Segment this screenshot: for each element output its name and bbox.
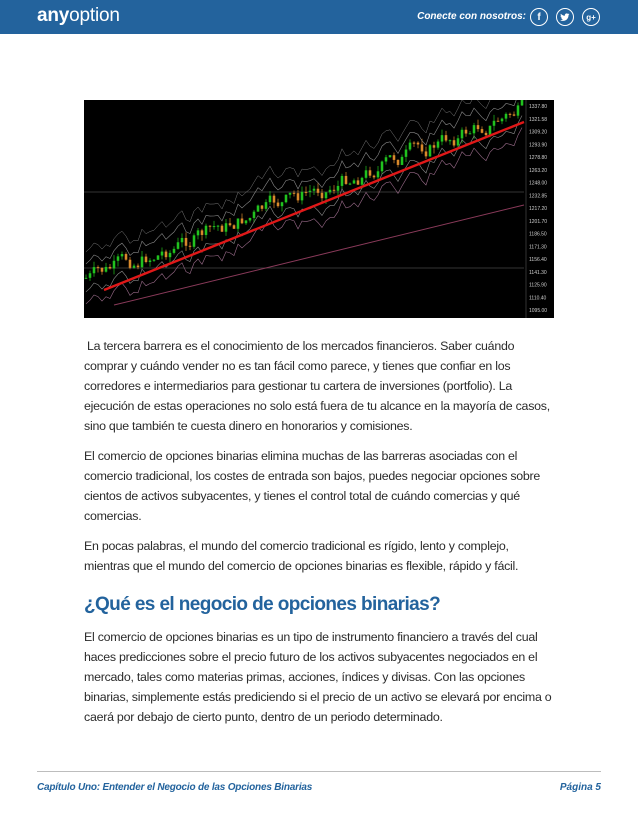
- candle-body: [357, 180, 360, 184]
- section-heading: ¿Qué es el negocio de opciones binarias?: [84, 594, 441, 615]
- candle-body: [405, 150, 408, 157]
- candle-body: [265, 202, 268, 209]
- candle-body: [281, 202, 284, 206]
- top-banner: [0, 0, 638, 34]
- price-label: 1309.20: [529, 129, 548, 136]
- candle-body: [497, 121, 500, 122]
- paragraph-binary-options: El comercio de opciones binarias elimina muchas de las barreras asociadas con el comercio tradicional, los costes de entrada son bajos, puedes negociar opciones sobre cientos de activos subyacentes, y tienes el control total de cuándo comercias y qué comercias.: [84, 449, 541, 523]
- candle-body: [489, 126, 492, 135]
- candle-body: [517, 105, 520, 115]
- chart-background: [84, 100, 554, 318]
- candle-body: [297, 193, 300, 200]
- price-label: 1263.20: [529, 167, 548, 174]
- price-label: 1293.90: [529, 142, 548, 149]
- paragraph-definition: El comercio de opciones binarias es un tipo de instrumento financiero a través del cual haces predicciones sobre el precio futuro de los activos subyacentes negociados en el mercado, tales como materias primas, acciones, índices y divisas. Con las opciones binarias, simplemente estás prediciendo si el precio de un activo se elevará por encima o caerá por debajo de cierto punto, dentro de un periodo determinado.: [84, 630, 552, 724]
- forex-candlestick-chart: [84, 100, 554, 318]
- candle-body: [97, 267, 100, 268]
- candle-body: [89, 273, 92, 278]
- candle-body: [477, 125, 480, 129]
- paragraph-barriers: La tercera barrera es el conocimiento de los mercados financieros. Saber cuándo comprar y cuándo vender no es tan fácil como parece, y tienes que confiar en los corredores e intermediarios para gestionar tu cartera de inversiones (portfolio). La ejecución de estas operaciones no solo está fuera de tu alcance en la mayoría de casos, sino que también te cuesta dinero en honorarios y comisiones.: [84, 339, 550, 433]
- candle-body: [401, 157, 404, 165]
- price-label: 1201.70: [529, 218, 548, 225]
- candle-body: [305, 192, 308, 193]
- candle-body: [213, 226, 216, 227]
- candle-body: [145, 257, 148, 262]
- candle-body: [109, 267, 112, 269]
- candle-body: [153, 260, 156, 261]
- candle-body: [325, 192, 328, 198]
- candle-body: [317, 189, 320, 193]
- candle-body: [285, 195, 288, 203]
- candle-body: [369, 170, 372, 175]
- candle-body: [161, 252, 164, 256]
- candle-body: [181, 238, 184, 242]
- candle-body: [433, 145, 436, 147]
- price-label: 1156.40: [529, 257, 547, 263]
- candle-body: [333, 190, 336, 191]
- price-label: 1321.58: [529, 116, 548, 123]
- candle-body: [129, 260, 132, 268]
- candle-body: [301, 192, 304, 200]
- facebook-icon[interactable]: f: [530, 8, 548, 26]
- candle-body: [309, 191, 312, 192]
- candle-body: [461, 130, 464, 139]
- body-text-2: [84, 627, 556, 727]
- candle-body: [389, 155, 392, 157]
- candle-body: [113, 261, 116, 269]
- candle-body: [237, 219, 240, 229]
- candle-body: [101, 268, 104, 272]
- candle-body: [345, 176, 348, 184]
- candle-body: [121, 254, 124, 256]
- candle-body: [473, 125, 476, 133]
- anyoption-logo[interactable]: anyoption: [37, 5, 120, 26]
- candle-body: [221, 226, 224, 232]
- candle-body: [241, 219, 244, 224]
- candle-body: [189, 246, 192, 247]
- footer-chapter: Capítulo Uno: Entender el Negocio de las Opciones Binarias: [37, 782, 313, 793]
- price-label: 1186.50: [529, 231, 547, 238]
- candle-body: [93, 267, 96, 273]
- price-label: 1248.00: [529, 180, 548, 187]
- candle-body: [441, 135, 444, 141]
- candle-body: [293, 193, 296, 194]
- twitter-icon[interactable]: [556, 8, 574, 26]
- candle-body: [501, 119, 504, 122]
- candle-body: [117, 256, 120, 260]
- candle-body: [361, 178, 364, 185]
- candle-body: [133, 266, 136, 268]
- candle-body: [425, 151, 428, 156]
- candle-body: [373, 176, 376, 178]
- footer-divider: [37, 771, 601, 772]
- price-label: 1217.20: [529, 206, 548, 212]
- candle-body: [245, 220, 248, 223]
- candle-body: [149, 261, 152, 263]
- candle-body: [137, 266, 140, 268]
- candle-body: [385, 157, 388, 161]
- candle-body: [205, 226, 208, 235]
- candle-body: [269, 196, 272, 202]
- candle-body: [353, 180, 356, 183]
- candle-body: [261, 206, 264, 209]
- candle-body: [249, 218, 252, 220]
- candle-body: [481, 129, 484, 133]
- candle-body: [365, 170, 368, 178]
- candle-body: [417, 143, 420, 145]
- candle-body: [169, 253, 172, 257]
- candle-body: [437, 142, 440, 148]
- candle-body: [141, 257, 144, 268]
- candle-body: [381, 162, 384, 172]
- candle-body: [177, 242, 180, 249]
- candle-body: [421, 144, 424, 151]
- candle-body: [413, 143, 416, 144]
- candle-body: [445, 135, 448, 140]
- candle-body: [341, 176, 344, 186]
- candle-body: [289, 193, 292, 195]
- paragraph-summary: En pocas palabras, el mundo del comercio tradicional es rígido, lento y complejo, mientras que el mundo del comercio de opciones binarias es flexible, rápido y fácil.: [84, 539, 519, 573]
- candle-body: [505, 114, 508, 119]
- candle-body: [349, 184, 352, 185]
- body-text: [84, 336, 556, 576]
- candle-body: [493, 121, 496, 126]
- candle-body: [337, 186, 340, 191]
- candle-body: [125, 254, 128, 260]
- candle-body: [449, 140, 452, 141]
- candle-body: [329, 190, 332, 193]
- candle-body: [393, 155, 396, 160]
- candle-body: [197, 230, 200, 235]
- candle-body: [429, 145, 432, 156]
- candle-body: [209, 226, 212, 227]
- google-plus-icon[interactable]: g+: [582, 8, 600, 26]
- candle-body: [217, 226, 220, 227]
- candle-body: [469, 133, 472, 134]
- candle-body: [157, 256, 160, 260]
- candle-body: [465, 130, 468, 134]
- candle-body: [253, 212, 256, 218]
- price-label: 1141.30: [529, 269, 547, 276]
- candle-body: [225, 223, 228, 231]
- candle-body: [257, 206, 260, 212]
- price-label: 1110.40: [529, 295, 547, 302]
- candle-body: [165, 252, 168, 258]
- candle-body: [233, 225, 236, 228]
- candle-body: [453, 140, 456, 145]
- candle-body: [457, 138, 460, 145]
- candle-body: [273, 196, 276, 203]
- price-label: 1232.85: [529, 193, 548, 200]
- price-label: 1278.80: [529, 155, 548, 161]
- candle-body: [105, 267, 108, 272]
- candle-body: [277, 203, 280, 207]
- candle-body: [485, 133, 488, 135]
- candle-body: [377, 171, 380, 177]
- price-label: 1337.80: [529, 104, 548, 110]
- candle-body: [513, 114, 516, 115]
- candle-body: [313, 189, 316, 191]
- price-label: 1095.00: [529, 308, 548, 314]
- candle-body: [185, 238, 188, 246]
- price-label: 1125.90: [529, 282, 547, 289]
- connect-label: Conecte con nosotros:: [417, 11, 526, 22]
- candle-body: [521, 100, 524, 105]
- candle-body: [193, 235, 196, 246]
- footer-page-number: Página 5: [559, 782, 601, 793]
- price-label: 1171.30: [529, 244, 547, 251]
- candle-body: [509, 114, 512, 115]
- candle-body: [229, 223, 232, 225]
- candle-body: [201, 230, 204, 235]
- candle-body: [409, 143, 412, 150]
- candle-body: [397, 160, 400, 165]
- candle-body: [85, 278, 88, 279]
- candle-body: [173, 249, 176, 253]
- candle-body: [321, 193, 324, 198]
